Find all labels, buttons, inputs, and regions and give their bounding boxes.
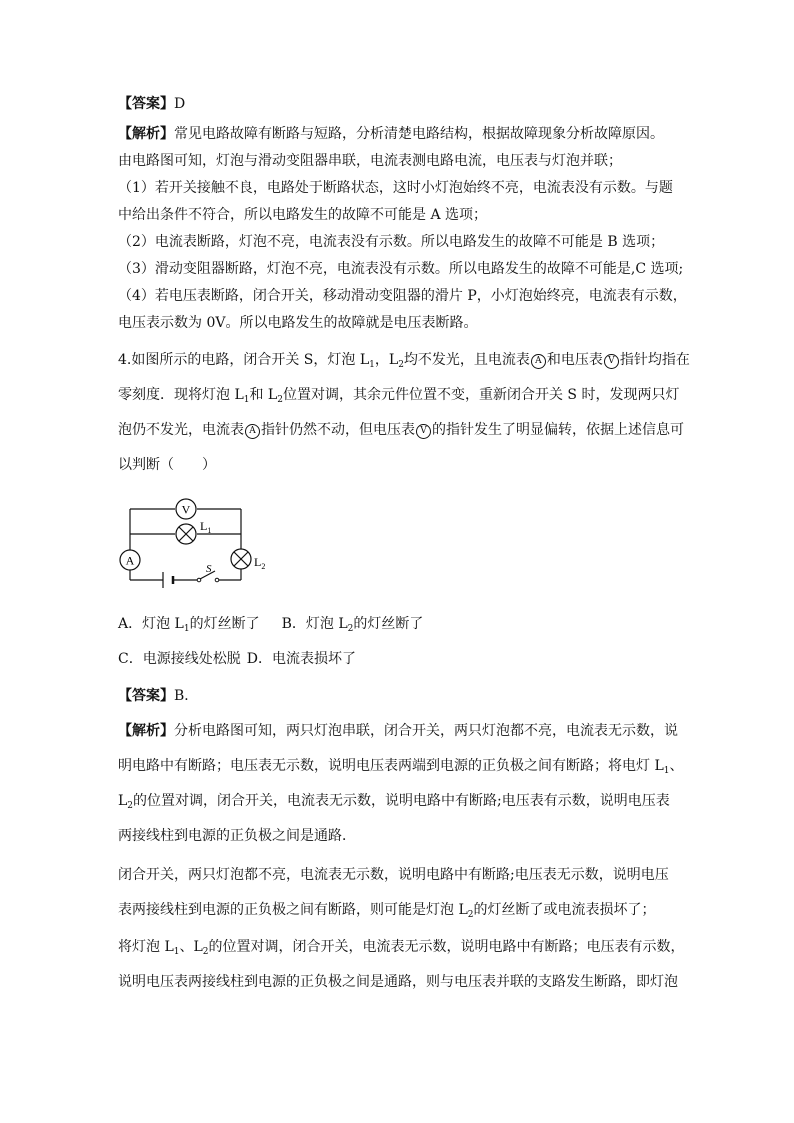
- analysis-line: 将灯泡 $L_1$、$L_2$的位置对调，闭合开关，电流表无示数，说明电路中有断路；电压表有示数，: [118, 939, 685, 957]
- analysis-line: 两接线柱到电源的正负极之间是通路．: [118, 828, 356, 844]
- analysis-paragraph: 中给出条件不符合，所以电路发生的故障不可能是 A 选项；: [118, 207, 488, 223]
- ammeter-label: A: [125, 553, 135, 568]
- option-c: C．电源接线处松脱: [118, 651, 241, 667]
- ammeter-symbol: A: [531, 354, 546, 369]
- analysis-line: 表两接线柱到电源的正负极之间有断路，则可能是灯泡 $L_2$的灯丝断了或电流表损坏了；: [118, 902, 656, 920]
- voltmeter-symbol: V: [416, 424, 431, 439]
- analysis-label: 【解析】: [118, 723, 174, 739]
- battery-icon: [163, 572, 173, 588]
- question-text: 指针仍然不动，但电压表: [261, 422, 415, 438]
- analysis-paragraph: （3）滑动变阻器断路，灯泡不亮，电流表没有示数。所以电路发生的故障不可能是,C 选项;: [118, 261, 684, 277]
- ammeter-icon: [120, 550, 140, 570]
- question-line: [118, 352, 690, 369]
- ammeter-symbol: A: [245, 424, 260, 439]
- question-text: 的指针发生了明显偏转，依据上述信息可: [432, 422, 684, 438]
- lamp-l2-label: $L_2$: [254, 555, 266, 571]
- question-line: [118, 387, 679, 403]
- answer-label: 【答案】: [118, 688, 174, 704]
- analysis-paragraph: 电压表示数为 0V。所以电路发生的故障就是电压表断路。: [118, 315, 478, 331]
- options-line-cd: [118, 651, 356, 667]
- option-d: D．电流表损坏了: [246, 651, 356, 667]
- answer-value: D: [174, 96, 186, 112]
- answer-line-1: [118, 96, 185, 112]
- analysis-line: $L_2$的位置对调，闭合开关，电流表无示数，说明电路中有断路;电压表有示数，说明电压表: [118, 793, 670, 811]
- options-line-ab: [118, 616, 423, 632]
- analysis-line: 闭合开关，两只灯泡都不亮，电流表无示数，说明电路中有断路;电压表无示数，说明电压: [118, 867, 669, 883]
- analysis-paragraph: （1）若开关接触不良，电路处于断路状态，这时小灯泡始终不亮，电流表没有示数。与题: [118, 180, 673, 196]
- subscript: 1: [243, 395, 250, 405]
- circuit-diagram: [118, 492, 278, 592]
- analysis-line: 明电路中有断路；电压表无示数，说明电压表两端到电源的正负极之间有断路；将电灯 $L_1$、: [118, 758, 684, 776]
- question-text: 和电压表: [546, 352, 603, 368]
- option-b: B．灯泡 $L_2$的灯丝断了: [281, 616, 424, 634]
- question-text: 指针均指在: [619, 352, 690, 368]
- analysis-paragraph: 由电路图可知，灯泡与滑动变阻器串联，电流表测电路电流，电压表与灯泡并联；: [118, 153, 622, 169]
- voltmeter-label: V: [181, 502, 191, 517]
- answer-line-2: [118, 688, 198, 704]
- analysis-label: 【解析】: [118, 126, 174, 142]
- lamp-l1-label: $L_1$: [200, 519, 212, 535]
- question-text: 零刻度．现将灯泡 L: [118, 387, 244, 403]
- question-line: [118, 422, 684, 439]
- question-text: 泡仍不发光，电流表: [118, 422, 244, 438]
- analysis-line-1: [118, 126, 664, 142]
- switch-label: S: [206, 563, 212, 575]
- lamp-l2-icon: [231, 549, 251, 569]
- subscript: 1: [369, 360, 375, 370]
- question-text: 和 L: [249, 387, 278, 403]
- subscript: 2: [277, 395, 283, 405]
- answer-value: B．: [174, 688, 199, 704]
- analysis-paragraph: （4）若电压表断路，闭合开关，移动滑动变阻器的滑片 P，小灯泡始终亮，电流表有示数，: [118, 288, 687, 304]
- voltmeter-symbol: V: [604, 354, 619, 369]
- question-text: 均不发光，且电流表: [403, 352, 530, 368]
- voltmeter-icon: [176, 499, 196, 519]
- analysis-text: 常见电路故障有断路与短路，分析清楚电路结构，根据故障现象分析故障原因。: [174, 126, 664, 142]
- analysis-text: 分析电路图可知，两只灯泡串联，闭合开关，两只灯泡都不亮，电流表无示数，说: [174, 723, 678, 739]
- question-line: 以判断（ ）: [118, 457, 216, 473]
- lamp-l1-icon: [176, 524, 196, 544]
- analysis-paragraph: （2）电流表断路，灯泡不亮，电流表没有示数。所以电路发生的故障不可能是 B 选项；: [118, 234, 665, 250]
- subscript: 2: [398, 360, 404, 370]
- question-text: 位置对调，其余元件位置不变，重新闭合开关 S 时，发现两只灯: [282, 387, 680, 403]
- analysis-line: [118, 723, 678, 739]
- option-a: A．灯泡 $L_1$的灯丝断了: [118, 616, 260, 634]
- analysis-line: 说明电压表两接线柱到电源的正负极之间是通路，则与电压表并联的支路发生断路，即灯泡: [118, 974, 678, 990]
- question-text: ，L: [374, 352, 399, 368]
- question-text: 4.如图所示的电路，闭合开关 S，灯泡 L: [118, 352, 370, 368]
- answer-label: 【答案】: [118, 96, 174, 112]
